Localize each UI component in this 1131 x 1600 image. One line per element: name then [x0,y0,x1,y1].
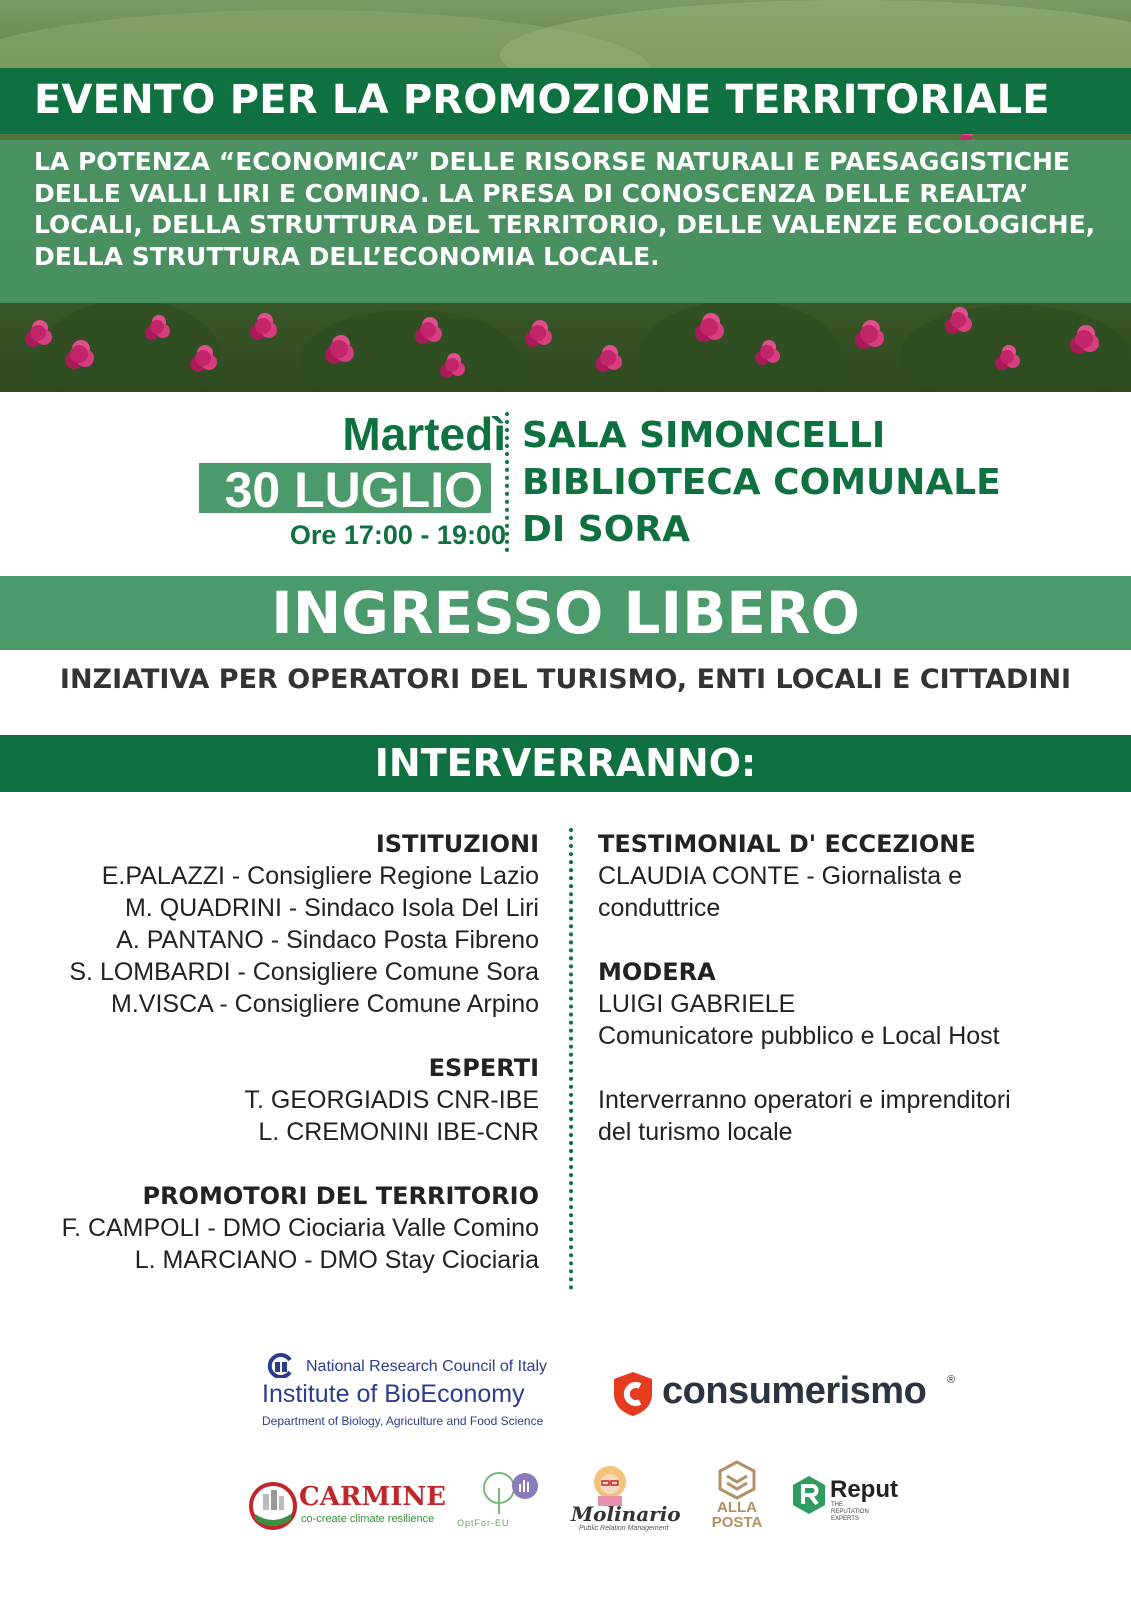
carmine-name: CARMINE [299,1482,446,1512]
cnr-line-2: Institute of BioEconomy [262,1380,525,1408]
consumerismo-shield-icon [610,1370,656,1418]
promotori-heading: PROMOTORI DEL TERRITORIO [142,1182,539,1210]
venue-line-3: DI SORA [522,509,690,550]
speaker-item: F. CAMPOLI - DMO Ciociaria Valle Comino [61,1214,539,1242]
registered-mark: ® [947,1374,956,1386]
columns-divider [569,828,573,1290]
description-banner [0,140,1131,303]
alla-posta-name [708,1500,766,1530]
reput-r-icon [790,1474,828,1516]
alla-posta-line-2: POSTA [711,1514,763,1531]
event-venue [522,412,1001,553]
optfor-tree-icon [475,1470,545,1516]
carmine-globe-icon [249,1480,297,1530]
initiative-line: INZIATIVA PER OPERATORI DEL TURISMO, ENTI LOCALI E CITTADINI [59,664,1072,695]
speaker-item: L. CREMONINI IBE-CNR [258,1118,539,1146]
event-date: 30 LUGLIO [224,462,483,518]
molinario-sub: Public Relation Management [579,1525,669,1532]
cnr-ibe-logo [262,1352,552,1432]
optfor-name: OptFor-EU [457,1518,510,1528]
event-day: Martedì [342,408,506,460]
speakers-title: INTERVERRANNO: [374,741,757,785]
speaker-item: A. PANTANO - Sindaco Posta Fibreno [116,926,539,954]
reput-tagline-3: EXPERTS [831,1516,859,1522]
event-description: LA POTENZA “ECONOMICA” DELLE RISORSE NATURALI E PAESAGGISTICHE DELLE VALLI LIRI E COMINO. LA PRESA DI CONOSCENZA DELLE REALTA’ LOCALI, DELLA STRUTTURA DEL TERRITORIO, DELLE VALENZE ECOLOGICHE, DELLA STRUTTURA DELL’ECONOMIA LOCALE. [34,147,1096,271]
free-entry-banner [0,576,1131,650]
carmine-tagline: co-create climate resilience [301,1513,435,1525]
speaker-item: E.PALAZZI - Consigliere Regione Lazio [101,862,539,890]
speakers-left-column [62,828,539,1276]
reput-tagline [831,1502,869,1523]
speaker-item: M.VISCA - Consigliere Comune Arpino [111,990,539,1018]
reput-name: Reput [830,1476,898,1503]
molinario-portrait-icon [585,1462,635,1506]
note-line: del turismo locale [598,1118,793,1146]
speaker-item: M. QUADRINI - Sindaco Isola Del Liri [124,894,539,922]
cnr-line-3: Department of Biology, Agriculture and Food Science [262,1414,544,1428]
reput-logo [790,1474,900,1524]
alla-posta-logo [708,1460,766,1532]
title-banner [0,68,1131,134]
consumerismo-logo [610,1368,960,1420]
cnr-icon [264,1352,294,1378]
speaker-item: Comunicatore pubblico e Local Host [598,1022,1000,1050]
speaker-item: conduttrice [598,894,721,922]
modera-heading: MODERA [598,958,716,986]
molinario-logo [567,1462,687,1534]
alla-posta-icon [717,1460,757,1500]
esperti-heading: ESPERTI [428,1054,539,1082]
cnr-line-1: National Research Council of Italy [306,1358,548,1375]
reput-tagline-1: THE [831,1502,843,1508]
speaker-item: CLAUDIA CONTE - Giornalista e [598,862,962,890]
event-date-box [199,462,491,518]
venue-line-1: SALA SIMONCELLI [522,415,886,456]
reput-tagline-2: REPUTATION [831,1509,869,1515]
event-title: EVENTO PER LA PROMOZIONE TERRITORIALE [34,77,1050,123]
speaker-item: LUIGI GABRIELE [598,990,796,1018]
carmine-logo [249,1480,446,1532]
venue-line-2: BIBLIOTECA COMUNALE [522,462,1001,503]
speakers-banner [0,735,1131,792]
speaker-item: L. MARCIANO - DMO Stay Ciociaria [134,1246,539,1274]
consumerismo-name: consumerismo [662,1370,927,1412]
speakers-right-column [598,828,1011,1148]
alla-posta-line-1: ALLA [717,1499,757,1516]
speaker-item: S. LOMBARDI - Consigliere Comune Sora [69,958,539,986]
optfor-eu-logo [455,1470,550,1530]
istituzioni-heading: ISTITUZIONI [375,830,539,858]
date-venue-divider [505,412,509,552]
event-hours: Ore 17:00 - 19:00 [289,520,506,550]
molinario-name: Molinario [571,1502,681,1526]
note-line: Interverranno operatori e imprenditori [598,1086,1011,1114]
speaker-item: T. GEORGIADIS CNR-IBE [244,1086,539,1114]
testimonial-heading: TESTIMONIAL D' ECCEZIONE [598,830,976,858]
free-entry-label: INGRESSO LIBERO [271,579,860,647]
